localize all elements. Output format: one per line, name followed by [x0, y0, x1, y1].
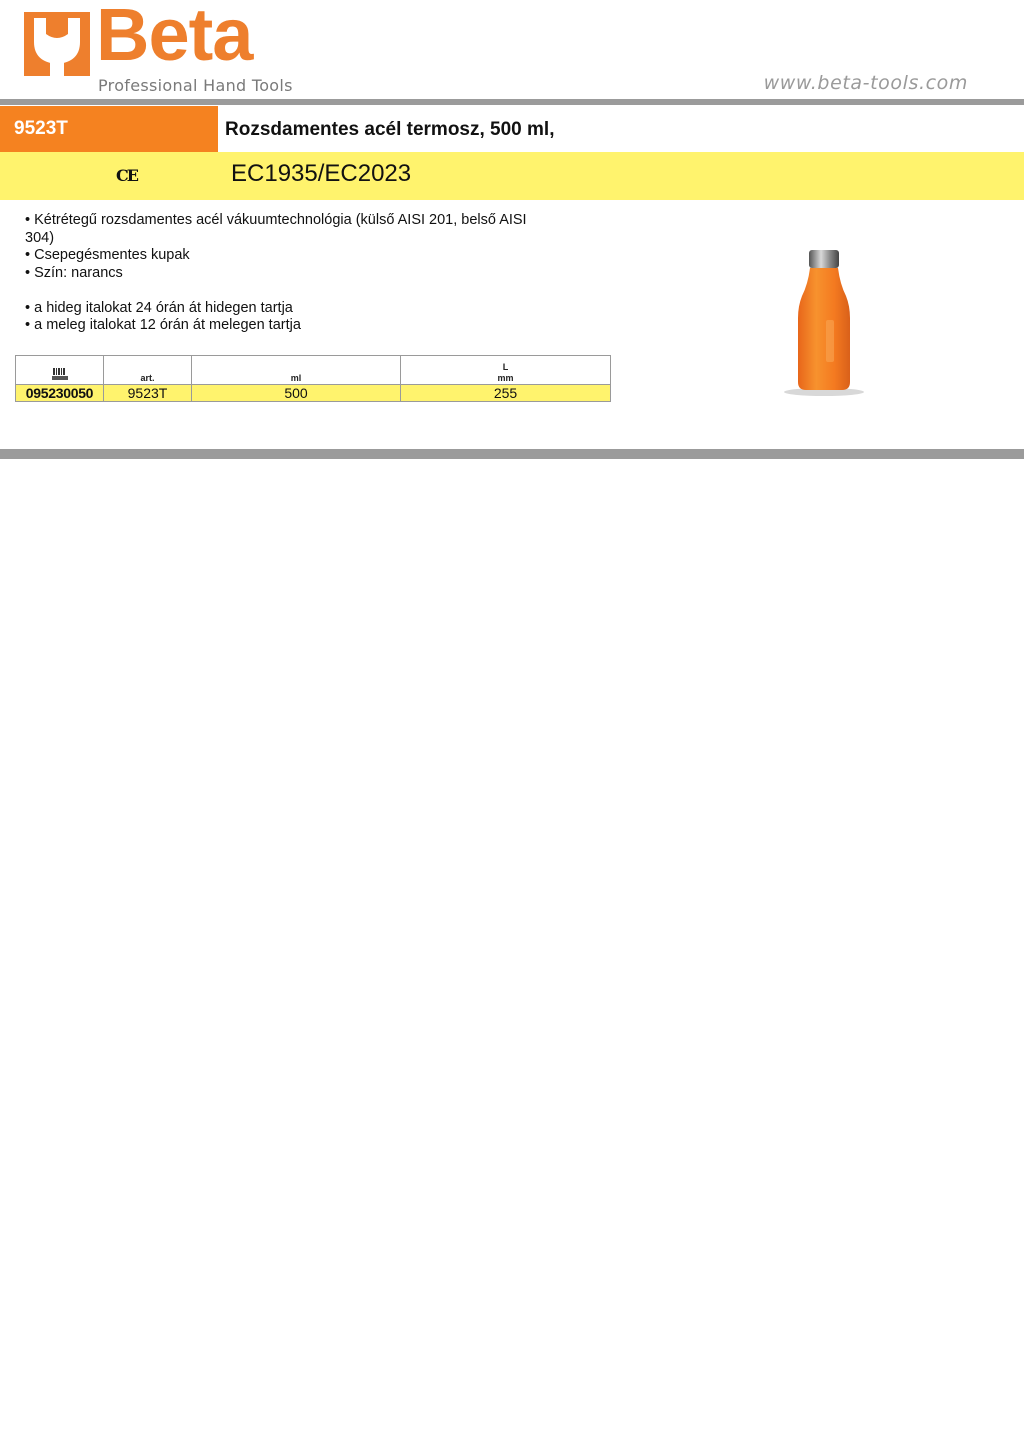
brand-tagline: Professional Hand Tools — [98, 76, 293, 95]
header-code — [16, 356, 104, 385]
table-row — [16, 385, 611, 402]
feature-spacer — [25, 282, 585, 300]
feature-line: • Csepegésmentes kupak — [25, 247, 190, 263]
barcode-icon — [52, 368, 68, 380]
top-divider — [0, 99, 1024, 105]
thermos-bottle-image — [772, 246, 878, 398]
spec-table-header — [16, 356, 611, 385]
feature-line: • a meleg italokat 12 órán át melegen tartja — [25, 317, 301, 333]
certification-band — [0, 152, 1024, 200]
cell-length: 255 — [401, 385, 611, 402]
cell-ml: 500 — [192, 385, 401, 402]
product-code: 9523T — [0, 106, 218, 152]
feature-list — [25, 212, 585, 335]
header-art: art. — [104, 356, 192, 385]
feature-line: • Szín: narancs — [25, 264, 123, 281]
standard-code: EC1935/EC2023 — [231, 160, 412, 187]
feature-line: 304) — [25, 229, 55, 246]
page-header — [0, 0, 1024, 100]
bottom-divider — [0, 449, 1024, 459]
website-url[interactable]: www.beta-tools.com — [763, 72, 968, 94]
header-length — [401, 356, 611, 385]
wrench-logo-icon — [24, 12, 90, 76]
header-ml: ml — [192, 356, 401, 385]
cell-art: 9523T — [104, 385, 192, 402]
product-title-row — [0, 106, 1024, 152]
feature-line: • Kétrétegű rozsdamentes acél vákuumtechnológia (külső AISI 201, belső AISI — [25, 212, 527, 228]
header-length-symbol: L — [502, 362, 509, 372]
brand-name: Beta — [96, 0, 253, 76]
ce-mark-icon: CE — [116, 166, 137, 185]
spec-table — [15, 355, 611, 402]
feature-line: • a hideg italokat 24 órán át hidegen tartja — [25, 299, 293, 316]
header-length-unit: mm — [497, 373, 514, 383]
beta-logo — [24, 0, 294, 96]
product-title: Rozsdamentes acél termosz, 500 ml, — [225, 119, 555, 140]
cell-code: 095230050 — [16, 385, 104, 402]
